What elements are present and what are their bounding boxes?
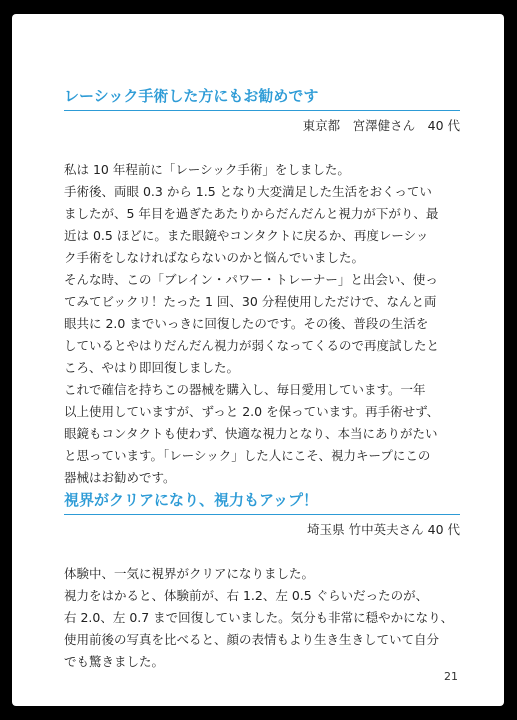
body-line: ましたが、5 年目を過ぎたあたりからだんだんと視力が下がり、最 <box>64 206 439 221</box>
testimonial-section-1 <box>64 86 460 489</box>
body-line: 眼共に 2.0 までいっきに回復したのです。その後、普段の生活を <box>64 316 429 331</box>
body-line: 近は 0.5 ほどに。また眼鏡やコンタクトに戻るか、再度レーシッ <box>64 228 429 243</box>
body-line: 以上使用していますが、ずっと 2.0 を保っています。再手術せず、 <box>64 404 440 419</box>
section-title: 視界がクリアになり、視力もアップ！ <box>64 491 318 509</box>
body-line: しているとやはりだんだん視力が弱くなってくるので再度試したと <box>64 338 440 353</box>
body-line: 器械はお勧めです。 <box>64 470 176 485</box>
body-line: 体験中、一気に視界がクリアになりました。 <box>64 566 315 581</box>
body-line: てみてビックリ！たった 1 回、30 分程使用しただけで、なんと両 <box>64 294 437 309</box>
body-line: ク手術をしなければならないのかと悩んでいました。 <box>64 250 365 265</box>
body-line: 手術後、両眼 0.3 から 1.5 となり大変満足した生活をおくってい <box>64 184 432 199</box>
title-divider <box>64 110 460 111</box>
testimonial-body <box>64 159 460 489</box>
testimonial-section-2 <box>64 490 460 673</box>
body-line: 視力をはかると、体験前が、右 1.2、左 0.5 ぐらいだったのが、 <box>64 588 429 603</box>
page <box>12 14 504 706</box>
testimonial-body <box>64 563 460 673</box>
page-number: 21 <box>444 670 458 683</box>
body-line: でも驚きました。 <box>64 654 165 669</box>
body-line: これで確信を持ちこの器械を購入し、毎日愛用しています。一年 <box>64 382 426 397</box>
section-title: レーシック手術した方にもお勧めです <box>64 87 319 105</box>
body-line: 眼鏡もコンタクトも使わず、快適な視力となり、本当にありがたい <box>64 426 438 441</box>
title-divider <box>64 514 460 515</box>
body-line: ころ、やはり即回復しました。 <box>64 360 240 375</box>
body-line: 私は 10 年程前に「レーシック手術」をしました。 <box>64 162 350 177</box>
body-line: 使用前後の写真を比べると、顔の表情もより生き生きしていて自分 <box>64 632 440 647</box>
author-line: 東京都 宮澤健さん 40 代 <box>302 118 460 133</box>
body-line: そんな時、この「ブレイン・パワー・トレーナー」と出会い、使っ <box>64 272 438 287</box>
author-line: 埼玉県 竹中英夫さん 40 代 <box>307 522 460 537</box>
body-line: と思っています。「レーシック」した人にこそ、視力キープにこの <box>64 448 431 463</box>
body-line: 右 2.0、左 0.7 まで回復していました。気分も非常に穏やかになり、 <box>64 610 454 625</box>
